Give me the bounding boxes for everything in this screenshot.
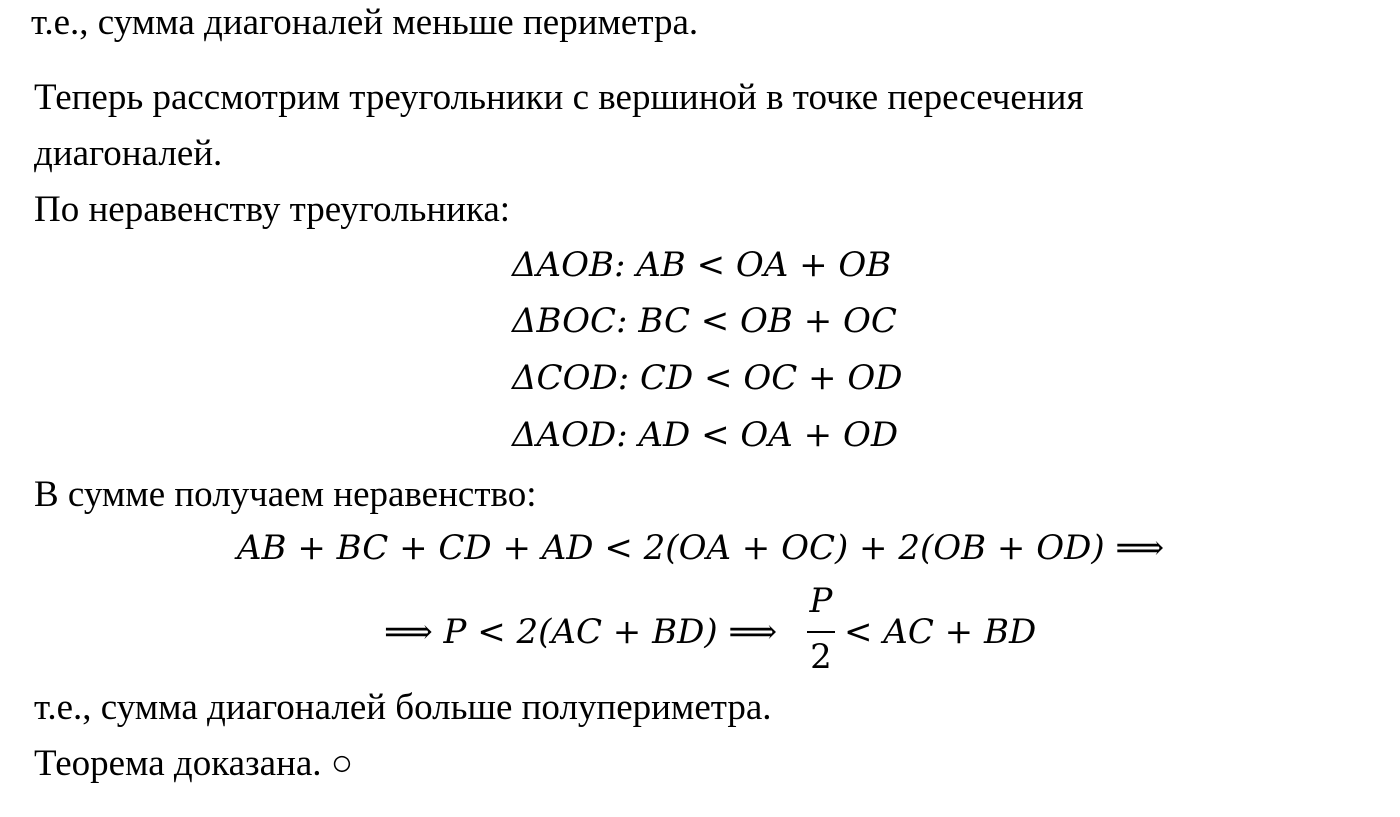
text-line-1: т.е., сумма диагоналей меньше периметра. [31, 2, 699, 43]
equation-sum: AB + BC + CD + AD < 2(OA + OC) + 2(OB + OD) ⟹ [237, 528, 1165, 568]
text-line-3: диагоналей. [34, 133, 223, 174]
text-line-5: В сумме получаем неравенство: [34, 474, 537, 515]
equation-triangle-aod: ΔAOD: AD < OA + OD [512, 415, 899, 455]
equation-triangle-boc: ΔBOC: BC < OB + OC [512, 301, 897, 341]
equation-result-left: ⟹ P < 2(AC + BD) ⟹ [384, 612, 778, 652]
fraction-p-over-2 [806, 581, 836, 677]
equation-result-right: < AC + BD [844, 612, 1037, 652]
text-line-6: т.е., сумма диагоналей больше полупериметра. [34, 687, 772, 728]
fraction-bar [807, 631, 835, 633]
text-line-4: По неравенству треугольника: [34, 189, 511, 230]
text-line-2: Теперь рассмотрим треугольники с вершиной в точке пересечения [34, 77, 1084, 118]
fraction-numerator: P [809, 581, 833, 621]
fraction-denominator: 2 [810, 637, 832, 677]
text-line-7: Теорема доказана. ○ [34, 743, 354, 784]
equation-triangle-cod: ΔCOD: CD < OC + OD [512, 358, 903, 398]
equation-triangle-aob: ΔAOB: AB < OA + OB [512, 245, 892, 285]
